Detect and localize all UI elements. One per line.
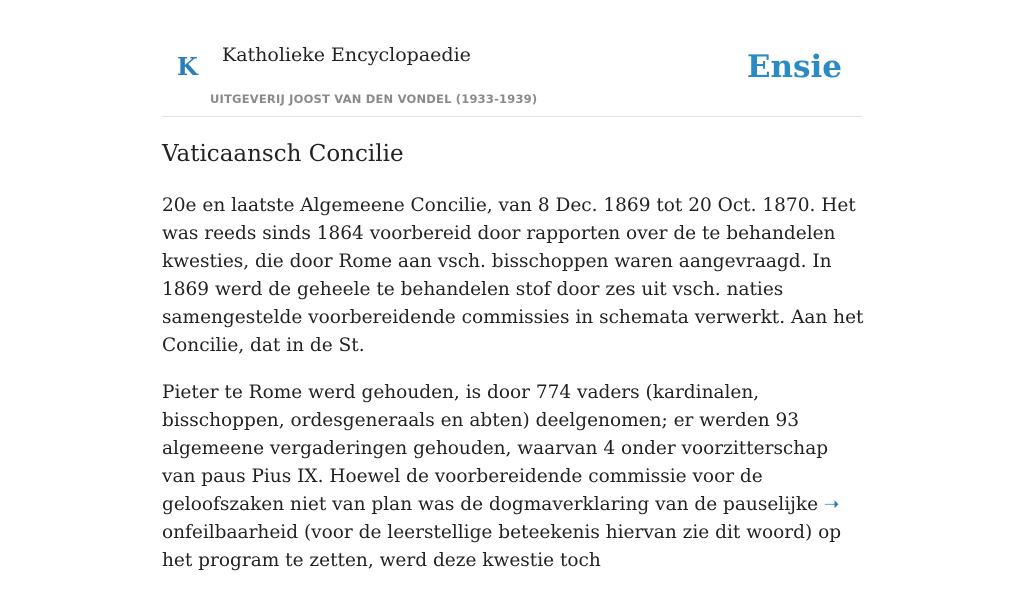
site-header: [162, 0, 862, 117]
publication-title[interactable]: Katholieke Encyclopaedie: [222, 44, 471, 66]
article-body: [162, 192, 866, 594]
paragraph-text: Pieter te Rome werd gehouden, is door 774 vaders (kardinalen, bisschoppen, ordesgeneraals en abten) deelgenomen; er werden 93 algemeene vergaderingen gehouden, waarvan 4 onder voorzitterschap van paus Pius IX. Hoewel de voorbereidende commissie voor de geloofszaken niet van plan was de dogmaverklaring van de pauselijke: [162, 382, 829, 515]
article-title: Vaticaansch Concilie: [162, 141, 404, 167]
link-arrow-icon: ➝: [823, 494, 840, 515]
article-paragraph: 20e en laatste Algemeene Concilie, van 8 Dec. 1869 tot 20 Oct. 1870. Het was reeds sinds 1864 voorbereid door rapporten over de te behandelen kwesties, die door Rome aan vsch. bisschoppen waren aangevraagd. In 1869 werd de geheele te behandelen stof door zes uit vsch. naties samengestelde voorbereidende commissies in schemata verwerkt. Aan het Concilie, dat in de St.: [162, 195, 864, 356]
article-paragraph: [162, 379, 866, 575]
ensie-brand-logo[interactable]: Ensie: [746, 49, 842, 85]
publication-logo[interactable]: K: [177, 52, 198, 81]
paragraph-text: (voor de leerstellige beteekenis hiervan zie dit woord) op het program te zetten, werd deze kwestie toch: [162, 522, 842, 571]
onfeilbaarheid-link[interactable]: onfeilbaarheid: [162, 522, 299, 543]
publisher-subtitle: UITGEVERIJ JOOST VAN DEN VONDEL (1933-1939): [210, 92, 538, 106]
